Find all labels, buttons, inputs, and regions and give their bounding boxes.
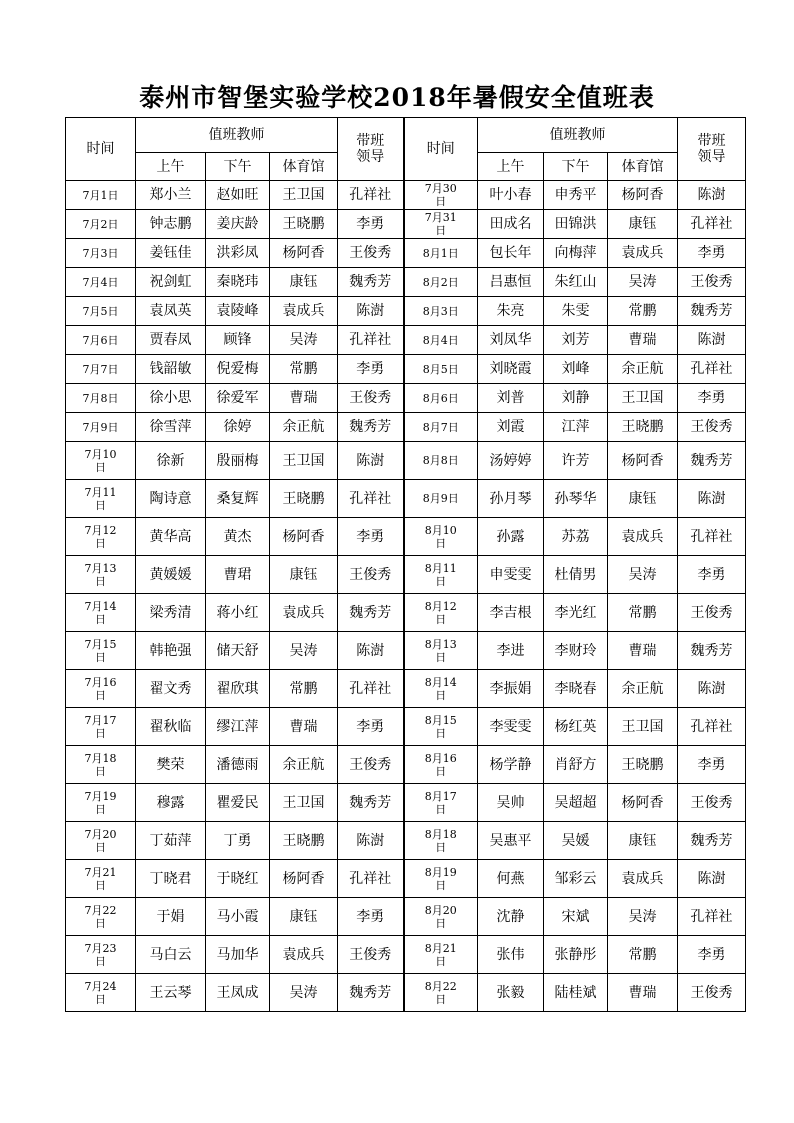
pm-teacher-cell: 缪江萍 xyxy=(206,708,270,746)
leader-cell: 孔祥社 xyxy=(678,898,746,936)
gym-teacher-cell: 康钰 xyxy=(608,210,678,239)
header-teachers: 值班教师 xyxy=(478,118,678,153)
leader-cell: 王俊秀 xyxy=(678,974,746,1012)
pm-teacher-cell: 邹彩云 xyxy=(544,860,608,898)
pm-teacher-cell: 刘芳 xyxy=(544,326,608,355)
leader-cell: 王俊秀 xyxy=(678,594,746,632)
pm-teacher-cell: 桑复辉 xyxy=(206,480,270,518)
pm-teacher-cell: 潘德雨 xyxy=(206,746,270,784)
date-cell: 7月12 日 xyxy=(66,518,136,556)
gym-teacher-cell: 王晓鹏 xyxy=(270,480,338,518)
table-row xyxy=(66,384,746,413)
pm-teacher-cell: 蒋小红 xyxy=(206,594,270,632)
leader-cell: 孔祥社 xyxy=(678,210,746,239)
date-cell: 7月1日 xyxy=(66,181,136,210)
date-cell: 7月6日 xyxy=(66,326,136,355)
header-am: 上午 xyxy=(136,153,206,181)
am-teacher-cell: 何燕 xyxy=(478,860,544,898)
gym-teacher-cell: 曹瑞 xyxy=(608,326,678,355)
leader-cell: 孔祥社 xyxy=(338,181,404,210)
pm-teacher-cell: 田锦洪 xyxy=(544,210,608,239)
pm-teacher-cell: 刘峰 xyxy=(544,355,608,384)
gym-teacher-cell: 吴涛 xyxy=(608,556,678,594)
date-cell: 8月19 日 xyxy=(404,860,478,898)
table-row xyxy=(66,974,746,1012)
am-teacher-cell: 穆露 xyxy=(136,784,206,822)
header-gym: 体育馆 xyxy=(608,153,678,181)
am-teacher-cell: 陶诗意 xyxy=(136,480,206,518)
table-row xyxy=(66,181,746,210)
am-teacher-cell: 马白云 xyxy=(136,936,206,974)
date-cell: 8月21 日 xyxy=(404,936,478,974)
gym-teacher-cell: 吴涛 xyxy=(608,268,678,297)
pm-teacher-cell: 顾锋 xyxy=(206,326,270,355)
leader-cell: 陈澍 xyxy=(338,297,404,326)
gym-teacher-cell: 常鹏 xyxy=(270,670,338,708)
date-cell: 7月19 日 xyxy=(66,784,136,822)
gym-teacher-cell: 杨阿香 xyxy=(270,239,338,268)
pm-teacher-cell: 黄杰 xyxy=(206,518,270,556)
gym-teacher-cell: 杨阿香 xyxy=(608,181,678,210)
page-title: 泰州市智堡实验学校2018年暑假安全值班表 xyxy=(139,83,655,112)
gym-teacher-cell: 王卫国 xyxy=(608,384,678,413)
am-teacher-cell: 刘晓霞 xyxy=(478,355,544,384)
date-cell: 8月11 日 xyxy=(404,556,478,594)
gym-teacher-cell: 余正航 xyxy=(270,746,338,784)
leader-cell: 陈澍 xyxy=(678,181,746,210)
date-cell: 8月14 日 xyxy=(404,670,478,708)
gym-teacher-cell: 杨阿香 xyxy=(608,442,678,480)
gym-teacher-cell: 王晓鹏 xyxy=(270,210,338,239)
pm-teacher-cell: 张静彤 xyxy=(544,936,608,974)
pm-teacher-cell: 申秀平 xyxy=(544,181,608,210)
leader-cell: 王俊秀 xyxy=(678,268,746,297)
gym-teacher-cell: 余正航 xyxy=(608,355,678,384)
header-time: 时间 xyxy=(404,118,478,181)
date-cell: 7月16 日 xyxy=(66,670,136,708)
date-cell: 8月8日 xyxy=(404,442,478,480)
am-teacher-cell: 梁秀清 xyxy=(136,594,206,632)
leader-cell: 孔祥社 xyxy=(678,708,746,746)
gym-teacher-cell: 常鹏 xyxy=(608,594,678,632)
leader-cell: 王俊秀 xyxy=(678,784,746,822)
date-cell: 8月2日 xyxy=(404,268,478,297)
am-teacher-cell: 徐新 xyxy=(136,442,206,480)
pm-teacher-cell: 朱雯 xyxy=(544,297,608,326)
pm-teacher-cell: 向梅萍 xyxy=(544,239,608,268)
pm-teacher-cell: 宋斌 xyxy=(544,898,608,936)
leader-cell: 王俊秀 xyxy=(338,384,404,413)
leader-cell: 陈澍 xyxy=(678,326,746,355)
leader-cell: 陈澍 xyxy=(338,822,404,860)
date-cell: 7月11 日 xyxy=(66,480,136,518)
am-teacher-cell: 张伟 xyxy=(478,936,544,974)
header-am: 上午 xyxy=(478,153,544,181)
am-teacher-cell: 吕惠恒 xyxy=(478,268,544,297)
pm-teacher-cell: 孙琴华 xyxy=(544,480,608,518)
leader-cell: 王俊秀 xyxy=(678,413,746,442)
pm-teacher-cell: 储天舒 xyxy=(206,632,270,670)
table-row xyxy=(66,936,746,974)
leader-cell: 李勇 xyxy=(338,708,404,746)
table-row xyxy=(66,822,746,860)
gym-teacher-cell: 康钰 xyxy=(270,268,338,297)
leader-cell: 王俊秀 xyxy=(338,556,404,594)
table-row xyxy=(66,594,746,632)
leader-cell: 陈澍 xyxy=(678,860,746,898)
leader-cell: 魏秀芳 xyxy=(678,442,746,480)
leader-cell: 魏秀芳 xyxy=(338,784,404,822)
pm-teacher-cell: 马加华 xyxy=(206,936,270,974)
pm-teacher-cell: 许芳 xyxy=(544,442,608,480)
header-pm: 下午 xyxy=(206,153,270,181)
am-teacher-cell: 沈静 xyxy=(478,898,544,936)
date-cell: 7月3日 xyxy=(66,239,136,268)
am-teacher-cell: 汤婷婷 xyxy=(478,442,544,480)
leader-cell: 王俊秀 xyxy=(338,746,404,784)
pm-teacher-cell: 马小霞 xyxy=(206,898,270,936)
pm-teacher-cell: 于晓红 xyxy=(206,860,270,898)
gym-teacher-cell: 袁成兵 xyxy=(608,518,678,556)
gym-teacher-cell: 常鹏 xyxy=(608,936,678,974)
am-teacher-cell: 翟秋临 xyxy=(136,708,206,746)
am-teacher-cell: 徐雪萍 xyxy=(136,413,206,442)
pm-teacher-cell: 赵如旺 xyxy=(206,181,270,210)
leader-cell: 王俊秀 xyxy=(338,936,404,974)
date-cell: 8月16 日 xyxy=(404,746,478,784)
am-teacher-cell: 刘普 xyxy=(478,384,544,413)
am-teacher-cell: 贾春凤 xyxy=(136,326,206,355)
table-row xyxy=(66,326,746,355)
leader-cell: 陈澍 xyxy=(678,670,746,708)
am-teacher-cell: 吴帅 xyxy=(478,784,544,822)
header-leader: 带班 领导 xyxy=(338,118,404,181)
date-cell: 7月9日 xyxy=(66,413,136,442)
pm-teacher-cell: 丁勇 xyxy=(206,822,270,860)
table-row xyxy=(66,632,746,670)
leader-cell: 陈澍 xyxy=(338,442,404,480)
am-teacher-cell: 姜钰佳 xyxy=(136,239,206,268)
date-cell: 8月22 日 xyxy=(404,974,478,1012)
am-teacher-cell: 吴惠平 xyxy=(478,822,544,860)
header-gym: 体育馆 xyxy=(270,153,338,181)
gym-teacher-cell: 曹瑞 xyxy=(608,632,678,670)
date-cell: 8月20 日 xyxy=(404,898,478,936)
date-cell: 7月13 日 xyxy=(66,556,136,594)
am-teacher-cell: 韩艳强 xyxy=(136,632,206,670)
table-row xyxy=(66,413,746,442)
pm-teacher-cell: 李光红 xyxy=(544,594,608,632)
leader-cell: 李勇 xyxy=(678,384,746,413)
date-cell: 8月1日 xyxy=(404,239,478,268)
header-leader: 带班 领导 xyxy=(678,118,746,181)
am-teacher-cell: 孙月琴 xyxy=(478,480,544,518)
leader-cell: 孔祥社 xyxy=(338,670,404,708)
am-teacher-cell: 李吉根 xyxy=(478,594,544,632)
gym-teacher-cell: 袁成兵 xyxy=(270,594,338,632)
leader-cell: 魏秀芳 xyxy=(338,413,404,442)
pm-teacher-cell: 李晓春 xyxy=(544,670,608,708)
date-cell: 7月20 日 xyxy=(66,822,136,860)
gym-teacher-cell: 康钰 xyxy=(608,480,678,518)
am-teacher-cell: 黄媛媛 xyxy=(136,556,206,594)
gym-teacher-cell: 余正航 xyxy=(608,670,678,708)
gym-teacher-cell: 常鹏 xyxy=(270,355,338,384)
table-row xyxy=(66,239,746,268)
gym-teacher-cell: 杨阿香 xyxy=(270,518,338,556)
date-cell: 7月23 日 xyxy=(66,936,136,974)
date-cell: 8月6日 xyxy=(404,384,478,413)
gym-teacher-cell: 曹瑞 xyxy=(270,708,338,746)
leader-cell: 李勇 xyxy=(338,518,404,556)
pm-teacher-cell: 倪爱梅 xyxy=(206,355,270,384)
date-cell: 8月18 日 xyxy=(404,822,478,860)
date-cell: 8月10 日 xyxy=(404,518,478,556)
date-cell: 7月21 日 xyxy=(66,860,136,898)
pm-teacher-cell: 吴超超 xyxy=(544,784,608,822)
date-cell: 7月18 日 xyxy=(66,746,136,784)
date-cell: 7月15 日 xyxy=(66,632,136,670)
am-teacher-cell: 田成名 xyxy=(478,210,544,239)
table-row xyxy=(66,670,746,708)
am-teacher-cell: 朱亮 xyxy=(478,297,544,326)
table-row xyxy=(66,210,746,239)
gym-teacher-cell: 袁成兵 xyxy=(270,297,338,326)
leader-cell: 孔祥社 xyxy=(338,480,404,518)
am-teacher-cell: 钟志鹏 xyxy=(136,210,206,239)
date-cell: 7月17 日 xyxy=(66,708,136,746)
am-teacher-cell: 黄华高 xyxy=(136,518,206,556)
pm-teacher-cell: 朱红山 xyxy=(544,268,608,297)
leader-cell: 魏秀芳 xyxy=(338,268,404,297)
leader-cell: 陈澍 xyxy=(338,632,404,670)
gym-teacher-cell: 王晓鹏 xyxy=(608,746,678,784)
date-cell: 7月14 日 xyxy=(66,594,136,632)
pm-teacher-cell: 曹珺 xyxy=(206,556,270,594)
leader-cell: 魏秀芳 xyxy=(678,297,746,326)
table-row xyxy=(66,442,746,480)
date-cell: 7月2日 xyxy=(66,210,136,239)
am-teacher-cell: 包长年 xyxy=(478,239,544,268)
gym-teacher-cell: 杨阿香 xyxy=(608,784,678,822)
leader-cell: 王俊秀 xyxy=(338,239,404,268)
date-cell: 7月24 日 xyxy=(66,974,136,1012)
pm-teacher-cell: 徐婷 xyxy=(206,413,270,442)
am-teacher-cell: 张毅 xyxy=(478,974,544,1012)
date-cell: 8月12 日 xyxy=(404,594,478,632)
gym-teacher-cell: 王卫国 xyxy=(270,784,338,822)
am-teacher-cell: 申雯雯 xyxy=(478,556,544,594)
pm-teacher-cell: 袁陵峰 xyxy=(206,297,270,326)
leader-cell: 陈澍 xyxy=(678,480,746,518)
table-row xyxy=(66,355,746,384)
gym-teacher-cell: 吴涛 xyxy=(608,898,678,936)
pm-teacher-cell: 陆桂斌 xyxy=(544,974,608,1012)
am-teacher-cell: 郑小兰 xyxy=(136,181,206,210)
am-teacher-cell: 樊荣 xyxy=(136,746,206,784)
duty-table-body xyxy=(66,118,746,1012)
am-teacher-cell: 杨学静 xyxy=(478,746,544,784)
leader-cell: 孔祥社 xyxy=(678,518,746,556)
table-row xyxy=(66,518,746,556)
table-row xyxy=(66,708,746,746)
header-row-1 xyxy=(66,118,746,153)
gym-teacher-cell: 王卫国 xyxy=(270,442,338,480)
am-teacher-cell: 孙露 xyxy=(478,518,544,556)
gym-teacher-cell: 吴涛 xyxy=(270,974,338,1012)
gym-teacher-cell: 王卫国 xyxy=(608,708,678,746)
leader-cell: 孔祥社 xyxy=(338,860,404,898)
am-teacher-cell: 叶小春 xyxy=(478,181,544,210)
am-teacher-cell: 祝剑虹 xyxy=(136,268,206,297)
pm-teacher-cell: 李财玲 xyxy=(544,632,608,670)
gym-teacher-cell: 康钰 xyxy=(608,822,678,860)
leader-cell: 李勇 xyxy=(678,746,746,784)
leader-cell: 李勇 xyxy=(678,556,746,594)
leader-cell: 李勇 xyxy=(338,210,404,239)
gym-teacher-cell: 吴涛 xyxy=(270,326,338,355)
leader-cell: 孔祥社 xyxy=(338,326,404,355)
gym-teacher-cell: 袁成兵 xyxy=(608,239,678,268)
gym-teacher-cell: 王晓鹏 xyxy=(608,413,678,442)
pm-teacher-cell: 吴媛 xyxy=(544,822,608,860)
am-teacher-cell: 于娟 xyxy=(136,898,206,936)
header-teachers: 值班教师 xyxy=(136,118,338,153)
am-teacher-cell: 徐小思 xyxy=(136,384,206,413)
am-teacher-cell: 丁晓君 xyxy=(136,860,206,898)
date-cell: 8月9日 xyxy=(404,480,478,518)
pm-teacher-cell: 翟欣琪 xyxy=(206,670,270,708)
am-teacher-cell: 李进 xyxy=(478,632,544,670)
date-cell: 8月7日 xyxy=(404,413,478,442)
pm-teacher-cell: 王凤成 xyxy=(206,974,270,1012)
gym-teacher-cell: 曹瑞 xyxy=(270,384,338,413)
gym-teacher-cell: 袁成兵 xyxy=(270,936,338,974)
gym-teacher-cell: 王卫国 xyxy=(270,181,338,210)
pm-teacher-cell: 江萍 xyxy=(544,413,608,442)
pm-teacher-cell: 瞿爱民 xyxy=(206,784,270,822)
date-cell: 7月4日 xyxy=(66,268,136,297)
pm-teacher-cell: 杨红英 xyxy=(544,708,608,746)
am-teacher-cell: 翟文秀 xyxy=(136,670,206,708)
date-cell: 7月30 日 xyxy=(404,181,478,210)
leader-cell: 李勇 xyxy=(338,355,404,384)
table-row xyxy=(66,898,746,936)
date-cell: 8月3日 xyxy=(404,297,478,326)
am-teacher-cell: 李雯雯 xyxy=(478,708,544,746)
duty-table xyxy=(65,117,746,1012)
leader-cell: 魏秀芳 xyxy=(678,822,746,860)
am-teacher-cell: 袁凤英 xyxy=(136,297,206,326)
pm-teacher-cell: 刘静 xyxy=(544,384,608,413)
gym-teacher-cell: 袁成兵 xyxy=(608,860,678,898)
gym-teacher-cell: 康钰 xyxy=(270,556,338,594)
date-cell: 8月4日 xyxy=(404,326,478,355)
am-teacher-cell: 李振娟 xyxy=(478,670,544,708)
date-cell: 7月8日 xyxy=(66,384,136,413)
gym-teacher-cell: 王晓鹏 xyxy=(270,822,338,860)
table-row xyxy=(66,784,746,822)
pm-teacher-cell: 秦晓玮 xyxy=(206,268,270,297)
leader-cell: 魏秀芳 xyxy=(338,594,404,632)
pm-teacher-cell: 殷丽梅 xyxy=(206,442,270,480)
pm-teacher-cell: 洪彩凤 xyxy=(206,239,270,268)
header-pm: 下午 xyxy=(544,153,608,181)
date-cell: 7月10 日 xyxy=(66,442,136,480)
leader-cell: 魏秀芳 xyxy=(678,632,746,670)
table-row xyxy=(66,556,746,594)
date-cell: 7月22 日 xyxy=(66,898,136,936)
header-time: 时间 xyxy=(66,118,136,181)
am-teacher-cell: 刘霞 xyxy=(478,413,544,442)
table-row xyxy=(66,268,746,297)
am-teacher-cell: 钱韶敏 xyxy=(136,355,206,384)
table-row xyxy=(66,480,746,518)
pm-teacher-cell: 肖舒方 xyxy=(544,746,608,784)
date-cell: 7月31 日 xyxy=(404,210,478,239)
am-teacher-cell: 刘凤华 xyxy=(478,326,544,355)
gym-teacher-cell: 常鹏 xyxy=(608,297,678,326)
am-teacher-cell: 丁茹萍 xyxy=(136,822,206,860)
table-row xyxy=(66,297,746,326)
leader-cell: 孔祥社 xyxy=(678,355,746,384)
am-teacher-cell: 王云琴 xyxy=(136,974,206,1012)
leader-cell: 李勇 xyxy=(678,936,746,974)
gym-teacher-cell: 康钰 xyxy=(270,898,338,936)
pm-teacher-cell: 苏荔 xyxy=(544,518,608,556)
pm-teacher-cell: 姜庆龄 xyxy=(206,210,270,239)
pm-teacher-cell: 徐爱军 xyxy=(206,384,270,413)
gym-teacher-cell: 杨阿香 xyxy=(270,860,338,898)
date-cell: 8月17 日 xyxy=(404,784,478,822)
leader-cell: 魏秀芳 xyxy=(338,974,404,1012)
date-cell: 8月13 日 xyxy=(404,632,478,670)
gym-teacher-cell: 吴涛 xyxy=(270,632,338,670)
date-cell: 8月5日 xyxy=(404,355,478,384)
pm-teacher-cell: 杜倩男 xyxy=(544,556,608,594)
leader-cell: 李勇 xyxy=(678,239,746,268)
date-cell: 7月5日 xyxy=(66,297,136,326)
table-row xyxy=(66,860,746,898)
leader-cell: 李勇 xyxy=(338,898,404,936)
gym-teacher-cell: 余正航 xyxy=(270,413,338,442)
gym-teacher-cell: 曹瑞 xyxy=(608,974,678,1012)
date-cell: 7月7日 xyxy=(66,355,136,384)
table-row xyxy=(66,746,746,784)
date-cell: 8月15 日 xyxy=(404,708,478,746)
